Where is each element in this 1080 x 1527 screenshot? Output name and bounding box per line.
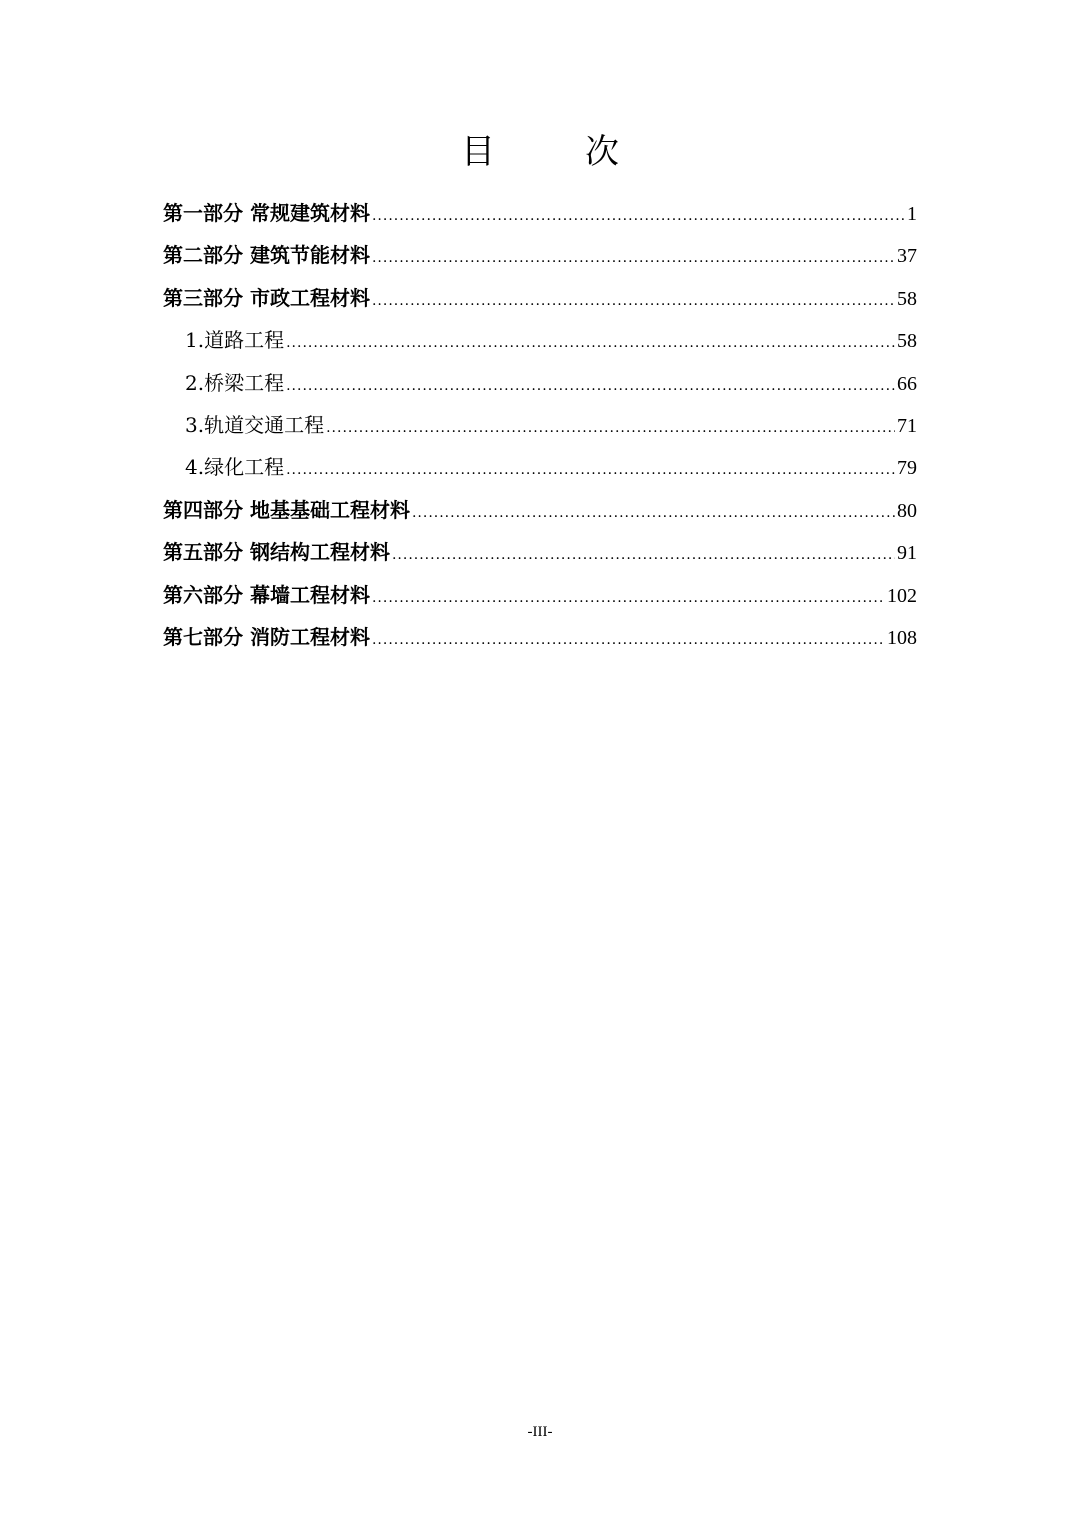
toc-entry-label: 第三部分 市政工程材料 [163,285,370,310]
toc-entry[interactable] [163,234,917,276]
toc-subentry[interactable] [163,362,917,404]
page-title: 目 次 [461,132,647,172]
toc-entry-label: 第四部分 地基基础工程材料 [163,497,410,522]
toc-subentry[interactable] [163,319,917,361]
toc-entry-page: 58 [897,287,917,310]
toc-dot-leader [326,407,895,449]
toc-dot-leader [392,534,895,576]
toc-entry[interactable] [163,531,917,573]
toc-dot-leader [286,365,895,407]
toc-dot-leader [286,322,895,364]
toc-dot-leader [372,280,895,322]
toc-subentry-label: 1.道路工程 [185,328,285,353]
toc-entry-page: 80 [897,499,917,522]
toc-entry-label: 第五部分 钢结构工程材料 [163,540,390,565]
toc-subentry-page: 71 [897,414,917,437]
toc-subentry-label: 2.桥梁工程 [185,370,285,395]
toc-entry-label: 第七部分 消防工程材料 [163,624,370,649]
toc-entry-page: 108 [887,626,917,649]
toc-dot-leader [372,619,885,661]
toc-subentry-page: 79 [897,457,917,480]
toc-entry[interactable] [163,489,917,531]
toc-subentry-label: 4.绿化工程 [185,455,285,480]
toc-entry-label: 第六部分 幕墙工程材料 [163,582,370,607]
toc-dot-leader [372,237,895,279]
toc-entry-label: 第二部分 建筑节能材料 [163,243,370,268]
toc-dot-leader [372,577,885,619]
table-of-contents [163,192,917,658]
toc-entry[interactable] [163,192,917,234]
toc-entry-page: 102 [887,584,917,607]
toc-subentry-page: 66 [897,372,917,395]
toc-subentry[interactable] [163,446,917,488]
toc-subentry-label: 3.轨道交通工程 [185,412,325,437]
toc-entry[interactable] [163,574,917,616]
toc-subentry-page: 58 [897,330,917,353]
toc-entry[interactable] [163,277,917,319]
toc-dot-leader [286,449,895,491]
toc-entry-page: 1 [907,203,917,225]
toc-subentry[interactable] [163,404,917,446]
toc-entry-page: 91 [897,542,917,565]
toc-dot-leader [412,492,895,534]
footer-page-number: -III- [527,1424,553,1440]
toc-entry[interactable] [163,616,917,658]
toc-dot-leader [372,195,905,237]
toc-entry-label: 第一部分 常规建筑材料 [163,201,370,225]
toc-entry-page: 37 [897,245,917,268]
